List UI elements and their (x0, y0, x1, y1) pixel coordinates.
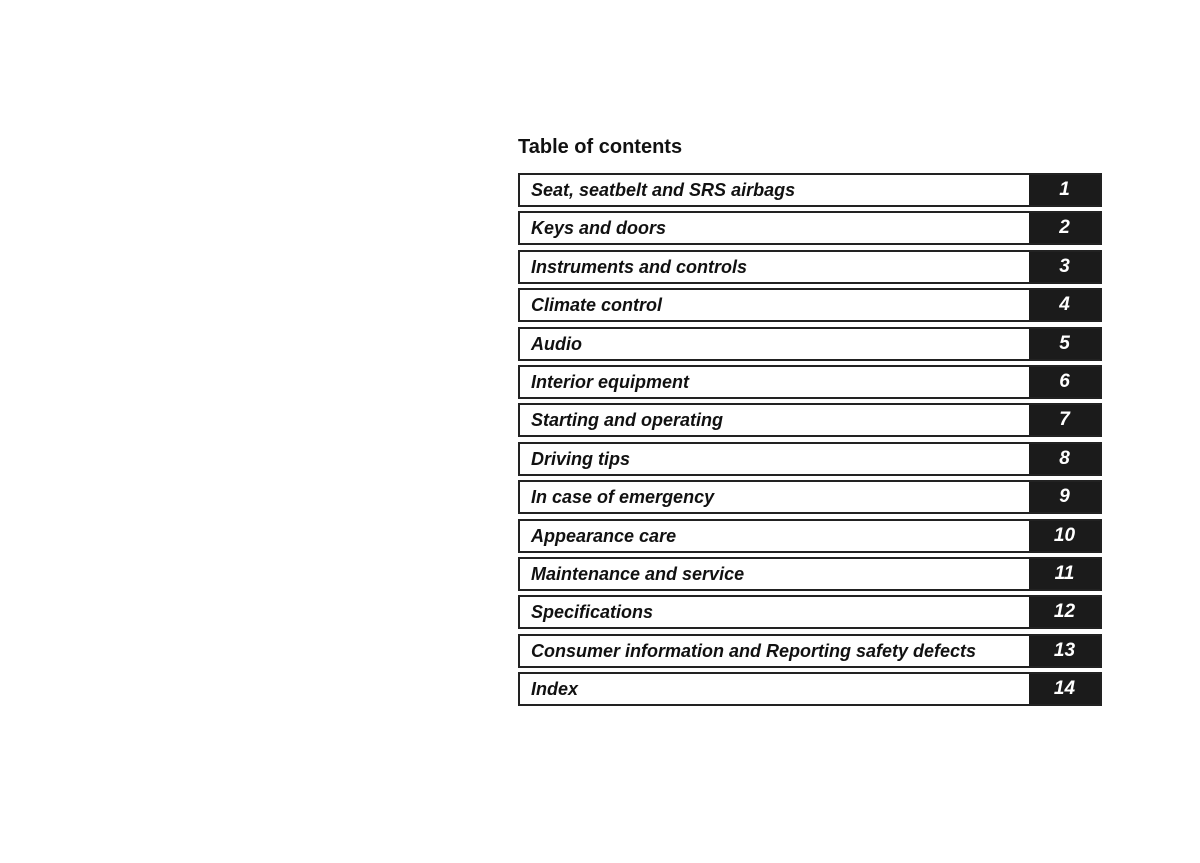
toc-entry-audio[interactable] (518, 327, 1102, 361)
toc-entry-label: Appearance care (531, 525, 677, 546)
toc-entry-number: 4 (1029, 290, 1100, 320)
toc-entry-label: Climate control (531, 295, 663, 316)
toc-entry-label: Instruments and controls (531, 256, 748, 277)
toc-entry-number: 8 (1029, 444, 1100, 474)
toc-entry-number: 3 (1029, 252, 1100, 282)
toc-entry-number: 14 (1029, 674, 1100, 704)
toc-entry-appearance-care[interactable] (518, 519, 1102, 553)
toc-entry-number: 10 (1029, 521, 1100, 551)
toc-entry-label: In case of emergency (531, 487, 715, 508)
toc-entry-label: Audio (531, 333, 582, 354)
table-of-contents (518, 136, 1102, 710)
toc-entry-maintenance-and-service[interactable] (518, 557, 1102, 591)
toc-entry-number: 7 (1029, 405, 1100, 435)
toc-entry-number: 5 (1029, 329, 1100, 359)
toc-entry-label: Driving tips (531, 448, 631, 469)
toc-entry-label: Seat, seatbelt and SRS airbags (531, 180, 796, 200)
toc-list (518, 173, 1102, 706)
toc-entry-label: Keys and doors (531, 218, 667, 239)
toc-entry-label: Consumer information and Reporting safety defects (531, 640, 977, 661)
toc-entry-label: Specifications (531, 602, 654, 623)
toc-entry-number: 13 (1029, 636, 1100, 666)
toc-entry-number: 2 (1029, 213, 1100, 243)
toc-entry-number: 1 (1029, 175, 1100, 205)
toc-entry-keys-and-doors[interactable] (518, 211, 1102, 245)
toc-entry-label: Index (531, 679, 579, 700)
page-title: Table of contents (518, 136, 683, 158)
toc-entry-index[interactable] (518, 672, 1102, 706)
toc-entry-label: Interior equipment (531, 371, 690, 392)
toc-entry-specifications[interactable] (518, 595, 1102, 629)
toc-entry-label: Maintenance and service (531, 563, 745, 584)
toc-entry-climate-control[interactable] (518, 288, 1102, 322)
toc-entry-starting-and-operating[interactable] (518, 403, 1102, 437)
toc-entry-number: 6 (1029, 367, 1100, 397)
toc-entry-number: 12 (1029, 597, 1100, 627)
toc-entry-number: 9 (1029, 482, 1100, 512)
toc-entry-in-case-of-emergency[interactable] (518, 480, 1102, 514)
toc-entry-number: 11 (1029, 559, 1100, 589)
toc-entry-instruments-and-controls[interactable] (518, 250, 1102, 284)
toc-entry-consumer-information[interactable] (518, 634, 1102, 668)
toc-entry-driving-tips[interactable] (518, 442, 1102, 476)
toc-entry-interior-equipment[interactable] (518, 365, 1102, 399)
toc-entry-label: Starting and operating (531, 410, 724, 431)
toc-entry-seat-seatbelt-airbags[interactable] (518, 173, 1102, 207)
